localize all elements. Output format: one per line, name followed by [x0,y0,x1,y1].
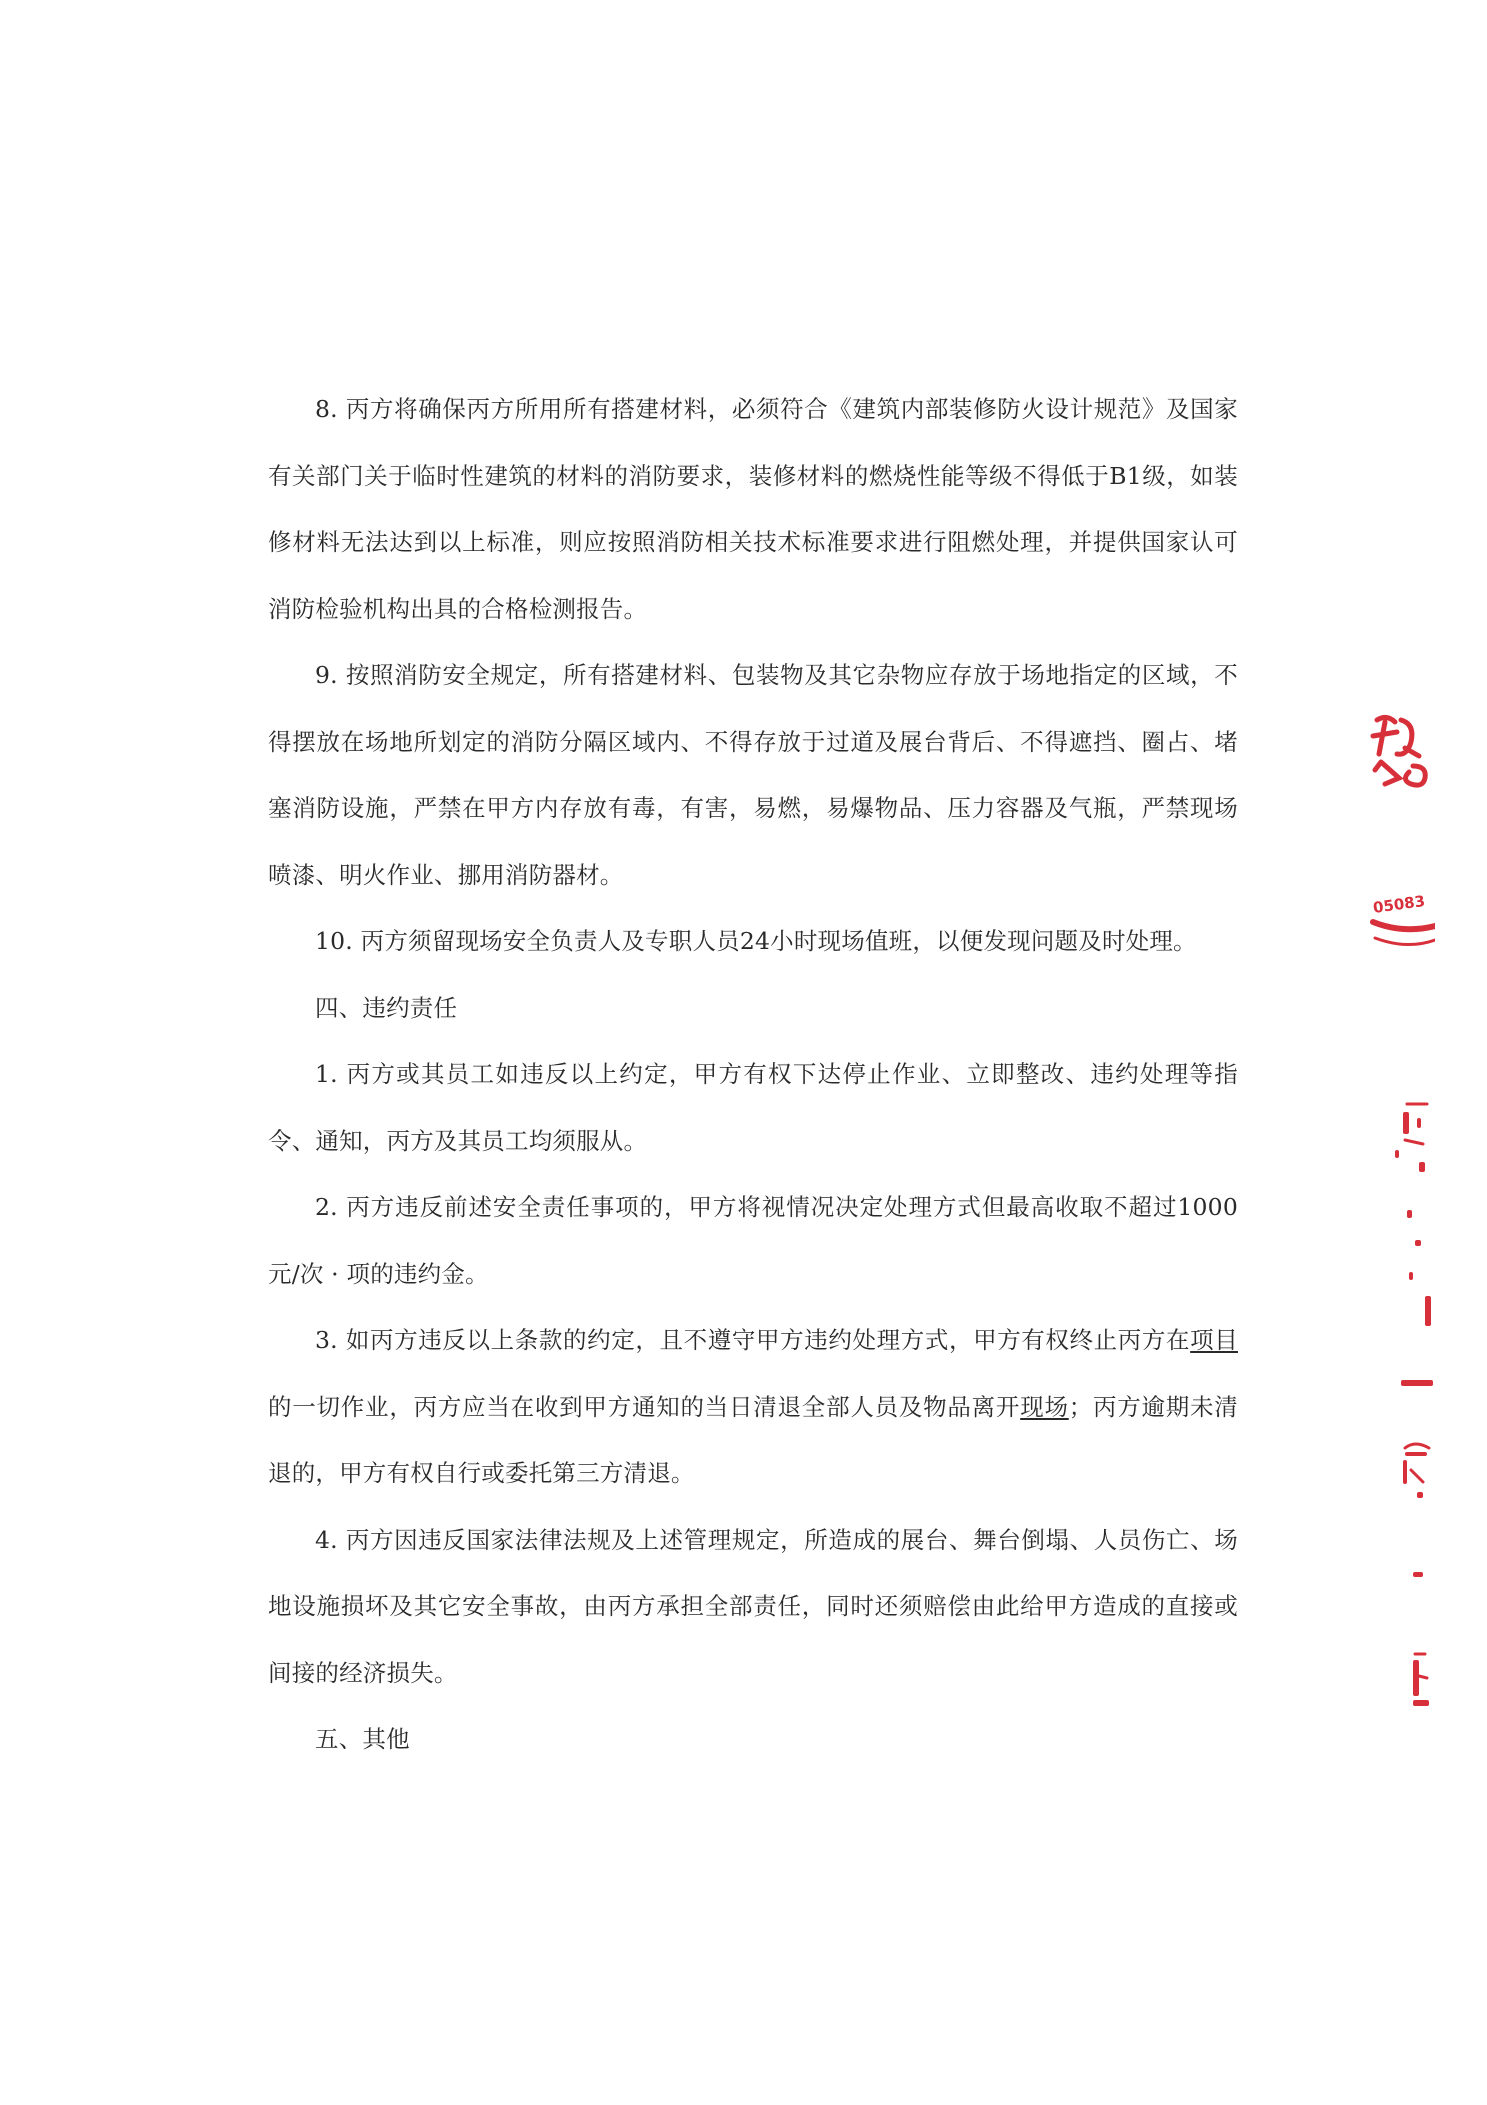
underlined-site: 现场 [1020,1392,1069,1421]
clause-9: 9. 按照消防安全规定，所有搭建材料、包装物及其它杂物应存放于场地指定的区域，不 得摆放在场地所划定的消防分隔区域内、不得存放于过道及展台背后、不得遮挡、圈占、堵 塞消防设施，严禁在甲方内存放有毒，有害，易燃，易爆物品、压力容器及气瓶，严禁现场喷漆、明火作业、挪用消防器材。 [268,661,1238,889]
paging-seal [1355,700,1435,1750]
breach-clause-3-part-1: 3. 如丙方违反以上条款的约定，且不遵守甲方违约处理方式，甲方有权终止丙方在 [315,1326,1191,1354]
section-heading-other: 五、其他 [315,1725,410,1753]
clause-8: 8. 丙方将确保丙方所用所有搭建材料，必须符合《建筑内部装修防火设计规范》及国家有关部门关于临时性建筑的材料的消防要求，装修材料的燃烧性能等级不得低于B1级，如装修材料无法达到以上标准，则应按照消防相关技术标准要求进行阻燃处理，并提供国家认可消防检验机构出具的合格检测报告。 [268,395,1238,623]
clause-10: 10. 丙方须留现场安全负责人及专职人员24小时现场值班，以便发现问题及时处理。 [315,927,1197,955]
seal-number: 05083 [1371,891,1427,917]
breach-clause-3-part-3: ；丙方逾期未清退的，甲方有权自行或委托第三方清退。 [268,1392,1239,1487]
underlined-project: 项目 [1190,1326,1238,1354]
section-heading-breach-liability: 四、违约责任 [315,993,458,1022]
breach-clause-1: 1. 丙方或其员工如违反以上约定，甲方有权下达停止作业、立即整改、违约处理等指令、通知，丙方及其员工均须服从。 [268,1060,1238,1155]
breach-clause-3-part-2: 的一切作业，丙方应当在收到甲方通知的当日清退全部人员及物品离开 [268,1392,1021,1421]
breach-clause-4: 4. 丙方因违反国家法律法规及上述管理规定，所造成的展台、舞台倒塌、人员伤亡、场 地设施损坏及其它安全事故，由丙方承担全部责任，同时还须赔偿由此给甲方造成的直接或间接的经济损失。 [268,1525,1238,1687]
breach-clause-3 [268,1307,1238,1507]
seal-fragments-graphic [1355,700,1435,1750]
document-body [268,376,1238,1773]
breach-clause-2: 2. 丙方违反前述安全责任事项的，甲方将视情况决定处理方式但最高收取不超过1000元/次 · 项的违约金。 [268,1193,1238,1288]
